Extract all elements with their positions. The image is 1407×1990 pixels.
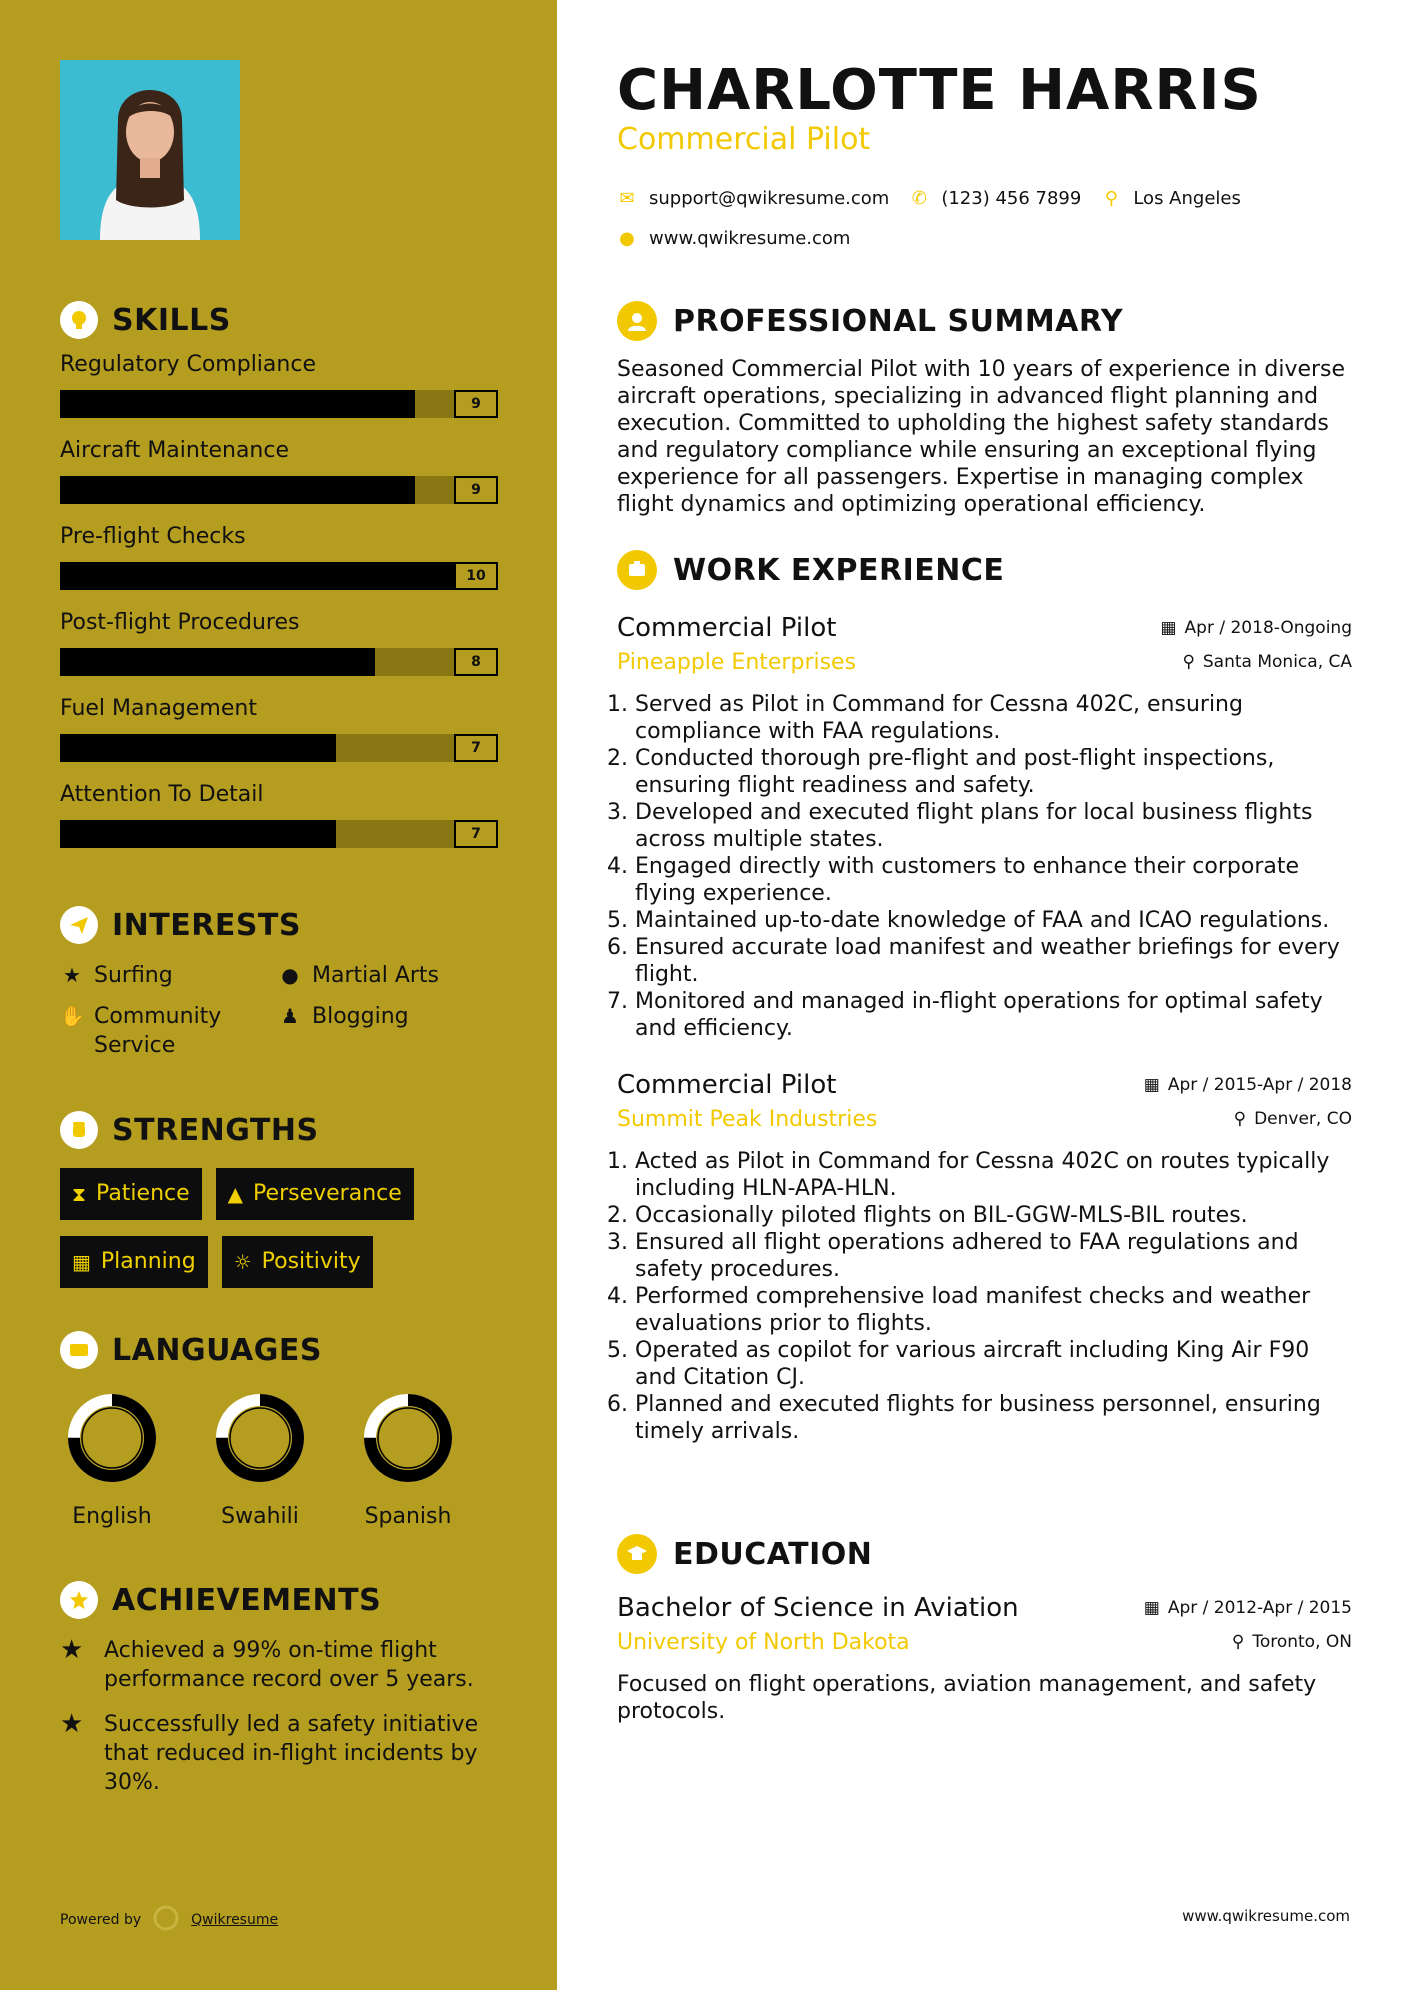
sun-icon: ☼ [233, 1250, 252, 1274]
language-ring-inner [378, 1408, 438, 1468]
interest-item [278, 961, 496, 990]
degree-title: Bachelor of Science in Aviation [617, 1593, 1019, 1623]
job-location-text: Santa Monica, CA [1202, 652, 1352, 672]
language-ring [214, 1392, 306, 1484]
experience-header [617, 549, 1352, 591]
job-duty: 7. Monitored and managed in-flight operations for optimal safety and efficiency. [635, 988, 1352, 1042]
interest-label: Blogging [312, 1004, 409, 1029]
education-location [1232, 1632, 1352, 1652]
star-icon: ★ [60, 1709, 84, 1739]
education-header [617, 1533, 1352, 1575]
summary-text: Seasoned Commercial Pilot with 10 years of experience in diverse aircraft operations, specializing in advanced flight planning and execution. Committed to upholding the highest safety standards and regulatory compliance while ensuring an exceptional flying experience for all passengers. Expertise in managing complex flight dynamics and optimizing operational efficiency. [617, 357, 1346, 517]
website-contact[interactable] [617, 228, 850, 249]
skill-score: 9 [454, 390, 498, 418]
achievement-text: Successfully led a safety initiative that reduced in-flight incidents by 30%. [104, 1712, 479, 1795]
job-duty: 3. Ensured all flight operations adhered to FAA regulations and safety procedures. [635, 1229, 1352, 1283]
language-ring-inner [82, 1408, 142, 1468]
interest-label: Surfing [94, 963, 173, 988]
languages-list [60, 1392, 500, 1529]
education-location-text: Toronto, ON [1252, 1632, 1352, 1652]
skill-label: Regulatory Compliance [60, 352, 316, 377]
skills-header [60, 300, 500, 340]
skill-bar [60, 648, 498, 676]
skills-list [60, 350, 500, 848]
sidebar [0, 0, 557, 1990]
globe-icon: ● [281, 963, 299, 987]
strength-chip [222, 1236, 373, 1288]
job-date [1144, 1075, 1352, 1095]
email-contact[interactable] [617, 188, 889, 209]
skills-section [60, 300, 500, 866]
interest-item [60, 1002, 278, 1060]
calendar-icon: ▦ [72, 1250, 91, 1274]
job-duty: 4. Engaged directly with customers to enhance their corporate flying experience. [635, 853, 1352, 907]
education-entry [617, 1591, 1352, 1725]
powered-by-label: Powered by [60, 1912, 142, 1928]
website-text: www.qwikresume.com [649, 227, 851, 249]
hourglass-icon: ⧗ [72, 1182, 87, 1206]
job-duty: 4. Performed comprehensive load manifest checks and weather evaluations prior to flights. [635, 1283, 1352, 1337]
language-ring-inner [230, 1408, 290, 1468]
job-duty: 1. Acted as Pilot in Command for Cessna 402C on routes typically including HLN-APA-HLN. [635, 1148, 1352, 1202]
phone-contact[interactable] [909, 188, 1081, 209]
powered-by-link[interactable]: Qwikresume [191, 1912, 279, 1928]
skill-score: 9 [454, 476, 498, 504]
job-entry [617, 611, 1352, 1042]
job-entry [617, 1068, 1352, 1445]
phone-icon: ✆ [911, 187, 927, 209]
main-content [557, 0, 1407, 1990]
footer-url[interactable]: www.qwikresume.com [1182, 1907, 1350, 1925]
achievement-item [60, 1710, 490, 1797]
skill-bar [60, 820, 498, 848]
languages-section [60, 1330, 500, 1529]
job-title: Commercial Pilot [617, 613, 837, 643]
language-label: Spanish [364, 1504, 452, 1529]
users-icon: ♟ [281, 1004, 299, 1028]
language-label: English [72, 1504, 152, 1529]
language-item [66, 1392, 158, 1529]
candidate-name: CHARLOTTE HARRIS [617, 58, 1262, 123]
education-title: EDUCATION [673, 1536, 873, 1572]
skill-item [60, 608, 500, 676]
skill-item [60, 350, 500, 418]
job-date-text: Apr / 2015-Apr / 2018 [1167, 1075, 1352, 1095]
education-section [617, 1533, 1352, 1725]
calendar-icon: ▦ [1143, 1075, 1160, 1095]
interests-section [60, 905, 500, 1060]
skill-bar-fill [60, 562, 498, 590]
qwikresume-logo-icon [153, 1905, 179, 1935]
skill-label: Aircraft Maintenance [60, 438, 290, 463]
skills-title: SKILLS [112, 302, 231, 338]
map-pin-icon: ⚲ [1104, 187, 1118, 209]
job-duty: 2. Conducted thorough pre-flight and post-flight inspections, ensuring flight readiness and safety. [635, 745, 1352, 799]
summary-section [617, 300, 1352, 518]
skill-label: Attention To Detail [60, 782, 264, 807]
profile-photo [60, 60, 240, 240]
skill-item [60, 694, 500, 762]
skill-bar [60, 476, 498, 504]
job-date [1160, 618, 1352, 638]
education-date-text: Apr / 2012-Apr / 2015 [1167, 1598, 1352, 1618]
language-ring [362, 1392, 454, 1484]
skill-score: 7 [454, 820, 498, 848]
skill-bar [60, 390, 498, 418]
strength-label: Planning [100, 1249, 196, 1274]
paper-plane-icon [60, 906, 98, 944]
interests-header [60, 905, 500, 945]
strengths-section [60, 1110, 500, 1288]
strength-label: Positivity [261, 1249, 361, 1274]
pin-icon: ⚲ [1233, 1109, 1247, 1129]
interest-label: Martial Arts [312, 963, 440, 988]
strengths-list [60, 1168, 480, 1288]
pin-icon: ⚲ [1231, 1632, 1245, 1652]
job-duties [617, 691, 1352, 1042]
candidate-role: Commercial Pilot [617, 122, 871, 157]
portrait-image [60, 60, 240, 240]
language-item [214, 1392, 306, 1529]
briefcase-icon [617, 550, 657, 590]
summary-header [617, 300, 1352, 342]
star-icon: ★ [60, 1635, 84, 1665]
job-location [1182, 652, 1352, 672]
strength-label: Perseverance [253, 1181, 402, 1206]
job-company: Summit Peak Industries [617, 1106, 878, 1132]
location-contact [1101, 188, 1241, 209]
skill-bar [60, 562, 498, 590]
job-location-text: Denver, CO [1254, 1109, 1352, 1129]
globe-icon: ● [619, 227, 635, 249]
user-icon [617, 301, 657, 341]
road-icon: ▲ [227, 1182, 244, 1206]
achievements-header [60, 1580, 500, 1620]
interest-item [278, 1002, 496, 1060]
achievements-title: ACHIEVEMENTS [112, 1582, 382, 1618]
contact-info [617, 178, 1261, 258]
strength-chip [216, 1168, 414, 1220]
graduation-icon [617, 1534, 657, 1574]
language-item [362, 1392, 454, 1529]
envelope-icon: ✉ [619, 187, 635, 209]
skill-item [60, 522, 500, 590]
job-date-text: Apr / 2018-Ongoing [1184, 618, 1352, 638]
job-duty: 2. Occasionally piloted flights on BIL-GGW-MLS-BIL routes. [635, 1202, 1352, 1229]
lightbulb-icon [60, 301, 98, 339]
achievement-text: Achieved a 99% on-time flight performance record over 5 years. [104, 1638, 474, 1692]
job-title: Commercial Pilot [617, 1070, 837, 1100]
skill-item [60, 780, 500, 848]
strengths-title: STRENGTHS [112, 1112, 319, 1148]
calendar-icon: ▦ [1160, 618, 1177, 638]
fist-icon [60, 1111, 98, 1149]
skill-bar-fill [60, 390, 415, 418]
job-duty: 6. Planned and executed flights for business personnel, ensuring timely arrivals. [635, 1391, 1352, 1445]
skill-score: 10 [454, 562, 498, 590]
job-duty: 5. Maintained up-to-date knowledge of FAA and ICAO regulations. [635, 907, 1352, 934]
skill-label: Fuel Management [60, 696, 257, 721]
interests-title: INTERESTS [112, 907, 301, 943]
star-icon: ★ [63, 963, 81, 987]
skill-bar [60, 734, 498, 762]
interests-list [60, 961, 500, 1060]
job-duty: 6. Ensured accurate load manifest and weather briefings for every flight. [635, 934, 1352, 988]
skill-bar-fill [60, 734, 336, 762]
skill-bar-fill [60, 820, 336, 848]
email-text: support@qwikresume.com [649, 187, 890, 209]
strengths-header [60, 1110, 500, 1150]
strength-label: Patience [96, 1181, 190, 1206]
education-date [1144, 1598, 1352, 1618]
skill-label: Post-flight Procedures [60, 610, 300, 635]
languages-header [60, 1330, 500, 1370]
trophy-icon [60, 1581, 98, 1619]
skill-item [60, 436, 500, 504]
job-location [1234, 1109, 1352, 1129]
skill-bar-fill [60, 476, 415, 504]
calendar-icon: ▦ [1143, 1598, 1160, 1618]
interest-item [60, 961, 278, 990]
pin-icon: ⚲ [1182, 652, 1195, 672]
languages-title: LANGUAGES [112, 1332, 322, 1368]
achievement-item [60, 1636, 490, 1694]
skill-label: Pre-flight Checks [60, 524, 246, 549]
hand-icon: ✋ [60, 1004, 85, 1028]
achievements-section [60, 1580, 500, 1797]
location-text: Los Angeles [1133, 187, 1241, 209]
job-duty: 1. Served as Pilot in Command for Cessna 402C, ensuring compliance with FAA regulations. [635, 691, 1352, 745]
job-company: Pineapple Enterprises [617, 649, 857, 675]
job-duties [617, 1148, 1352, 1445]
strength-chip [60, 1236, 208, 1288]
language-icon [60, 1331, 98, 1369]
language-label: Swahili [221, 1504, 299, 1529]
skill-score: 8 [454, 648, 498, 676]
school-name: University of North Dakota [617, 1629, 910, 1655]
job-duty: 3. Developed and executed flight plans for local business flights across multiple states. [635, 799, 1352, 853]
education-description: Focused on flight operations, aviation management, and safety protocols. [617, 1672, 1317, 1724]
language-ring [66, 1392, 158, 1484]
skill-score: 7 [454, 734, 498, 762]
summary-title: PROFESSIONAL SUMMARY [673, 303, 1124, 339]
experience-title: WORK EXPERIENCE [673, 552, 1005, 588]
job-duty: 5. Operated as copilot for various aircraft including King Air F90 and Citation CJ. [635, 1337, 1352, 1391]
experience-section [617, 549, 1352, 1445]
strength-chip [60, 1168, 202, 1220]
phone-text: (123) 456 7899 [941, 187, 1082, 209]
powered-by [60, 1905, 278, 1935]
skill-bar-fill [60, 648, 375, 676]
interest-label: Community Service [94, 1004, 222, 1058]
